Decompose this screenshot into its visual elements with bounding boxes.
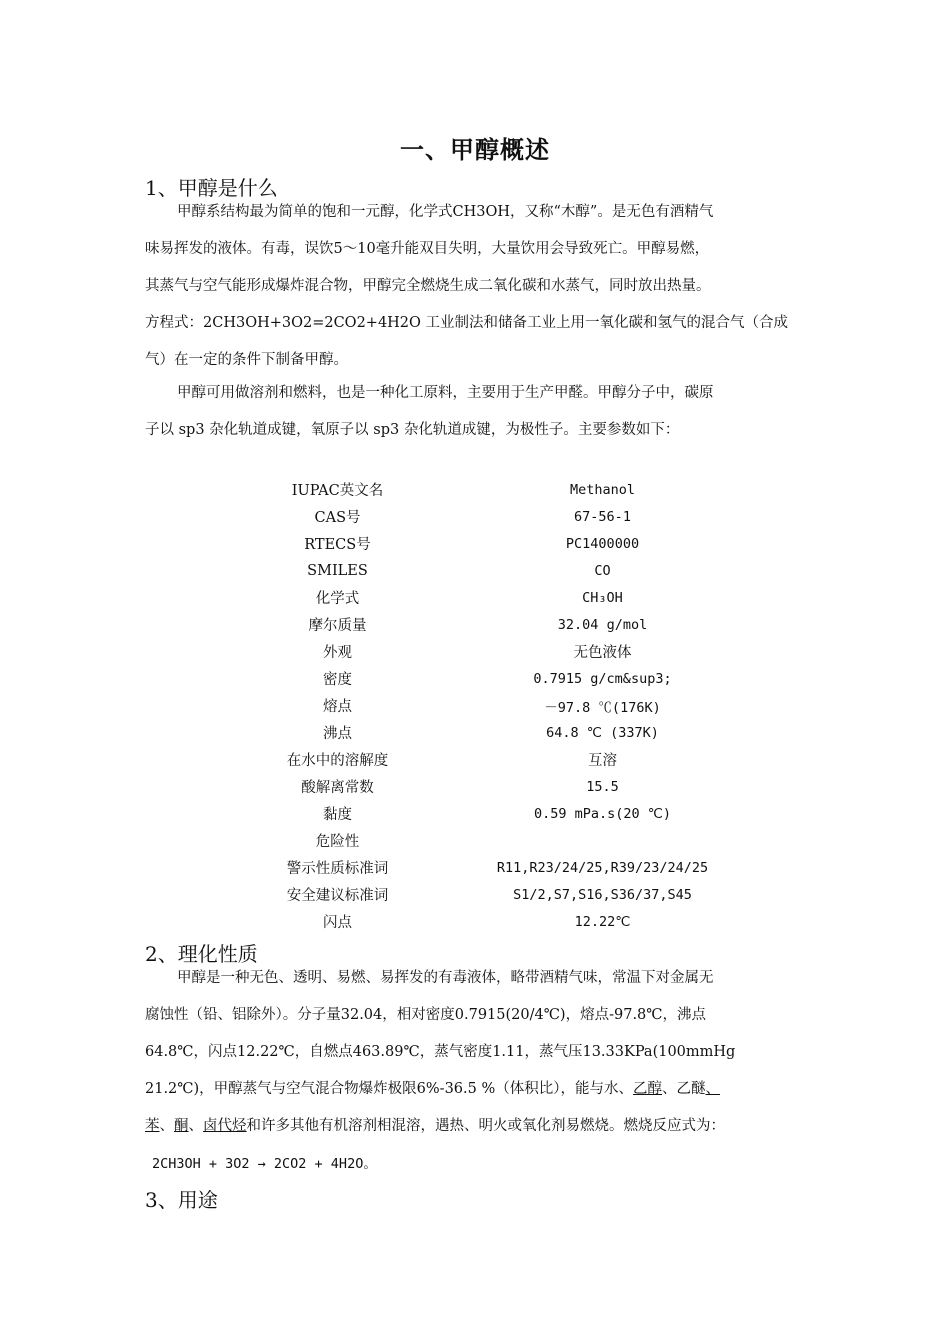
property-name: 闪点 <box>323 915 352 931</box>
property-name: IUPAC英文名 <box>291 483 384 499</box>
property-value: S1/2,S7,S16,S36/37,S45 <box>513 886 692 903</box>
property-value: Methanol <box>569 481 636 498</box>
property-row <box>210 503 740 530</box>
text-line: 苯、酮、卤代烃和许多其他有机溶剂相混溶，遇热、明火或氧化剂易燃烧。燃烧反应式为： <box>145 1118 725 1134</box>
text-line: 甲醇系结构最为简单的饱和一元醇，化学式CH3OH，又称“木醇”。是无色有酒精气 <box>177 204 714 220</box>
property-value: 0.59 mPa.s(20 ℃) <box>533 805 672 822</box>
property-value: 12.22℃ <box>574 913 631 930</box>
property-row <box>210 773 740 800</box>
combustion-equation: 2CH3OH + 3O2 → 2CO2 + 4H2O。 <box>152 1156 377 1172</box>
text-line: 子以 sp3 杂化轨道成键，氧原子以 sp3 杂化轨道成键，为极性子。主要参数如下： <box>145 422 680 438</box>
link-ethanol[interactable]: 乙醇 <box>633 1081 662 1097</box>
property-value: 32.04 g/mol <box>557 616 648 633</box>
property-value: 0.7915 g/cm&sup3; <box>533 670 672 687</box>
link-ketone[interactable]: 酮 <box>174 1118 189 1134</box>
text-line: 64.8℃，闪点12.22℃，自燃点463.89℃，蒸气密度1.11，蒸气压13.33KPa(100mmHg <box>145 1044 736 1060</box>
property-name: 沸点 <box>323 726 352 742</box>
property-value: －97.8 ℃(176K) <box>544 699 661 716</box>
property-name: 酸解离常数 <box>301 780 374 796</box>
text-line: 味易挥发的液体。有毒，误饮5～10毫升能双目失明，大量饮用会导致死亡。甲醇易燃， <box>145 241 710 257</box>
properties-table <box>210 476 740 935</box>
property-name: 外观 <box>323 645 352 661</box>
property-value: CH₃OH <box>582 589 623 606</box>
paragraph-physical-chemical <box>145 960 807 1145</box>
property-row <box>210 638 740 665</box>
property-name: CAS号 <box>314 510 361 526</box>
property-value: PC1400000 <box>565 535 640 552</box>
property-value: 互溶 <box>588 753 617 769</box>
property-row <box>210 908 740 935</box>
section-heading-uses: 3、用途 <box>145 1188 218 1212</box>
property-name: SMILES <box>307 562 368 579</box>
property-row <box>210 827 740 854</box>
section-heading-properties: 2、理化性质 <box>145 942 258 966</box>
property-row <box>210 611 740 638</box>
property-name: RTECS号 <box>304 537 371 553</box>
paragraph-intro <box>145 194 807 379</box>
text-line: 腐蚀性（铅、铝除外）。分子量32.04，相对密度0.7915(20/4℃)，熔点-97.8℃，沸点 <box>145 1007 706 1023</box>
text-line: 气）在一定的条件下制备甲醇。 <box>145 352 348 368</box>
property-name: 危险性 <box>315 834 360 850</box>
property-row <box>210 530 740 557</box>
property-row <box>210 557 740 584</box>
property-value: CO <box>594 562 611 579</box>
property-value: 无色液体 <box>573 645 632 661</box>
text-line: 其蒸气与空气能形成爆炸混合物，甲醇完全燃烧生成二氧化碳和水蒸气，同时放出热量。 <box>145 278 711 294</box>
text-line: 21.2℃)，甲醇蒸气与空气混合物爆炸极限6%-36.5 %（体积比），能与水、乙醇、乙醚、 <box>145 1081 720 1097</box>
property-row <box>210 692 740 719</box>
link-haloalkane[interactable]: 卤代烃 <box>203 1118 247 1134</box>
property-row <box>210 854 740 881</box>
property-value: 64.8 ℃ (337K) <box>546 724 659 741</box>
text-line: 甲醇可用做溶剂和燃料，也是一种化工原料，主要用于生产甲醛。甲醇分子中，碳原 <box>177 385 714 401</box>
property-row <box>210 719 740 746</box>
text-line: 方程式：2CH3OH+3O2=2CO2+4H2O 工业制法和储备工业上用一氧化碳和氢气的混合气（合成 <box>145 315 789 331</box>
property-name: 摩尔质量 <box>308 618 367 634</box>
text-line: 甲醇是一种无色、透明、易燃、易挥发的有毒液体，略带酒精气味，常温下对金属无 <box>177 970 714 986</box>
property-row <box>210 584 740 611</box>
property-row <box>210 476 740 503</box>
property-name: 密度 <box>323 672 352 688</box>
property-value <box>465 827 740 854</box>
section-heading-what-is-methanol: 1、甲醇是什么 <box>145 176 278 200</box>
paragraph-uses-summary <box>145 375 807 449</box>
property-name: 警示性质标准词 <box>286 861 389 877</box>
property-row <box>210 665 740 692</box>
property-name: 安全建议标准词 <box>286 888 389 904</box>
property-row <box>210 800 740 827</box>
property-row <box>210 881 740 908</box>
link-benzene[interactable]: 苯 <box>145 1118 160 1134</box>
property-row <box>210 746 740 773</box>
property-name: 熔点 <box>323 699 352 715</box>
property-name: 黏度 <box>323 807 352 823</box>
page-title: 一、甲醇概述 <box>400 135 550 164</box>
property-value: 15.5 <box>586 778 619 795</box>
property-name: 在水中的溶解度 <box>286 753 389 769</box>
property-value: 67-56-1 <box>574 508 631 525</box>
property-value: R11,R23/24/25,R39/23/24/25 <box>496 859 709 876</box>
property-name: 化学式 <box>315 591 360 607</box>
